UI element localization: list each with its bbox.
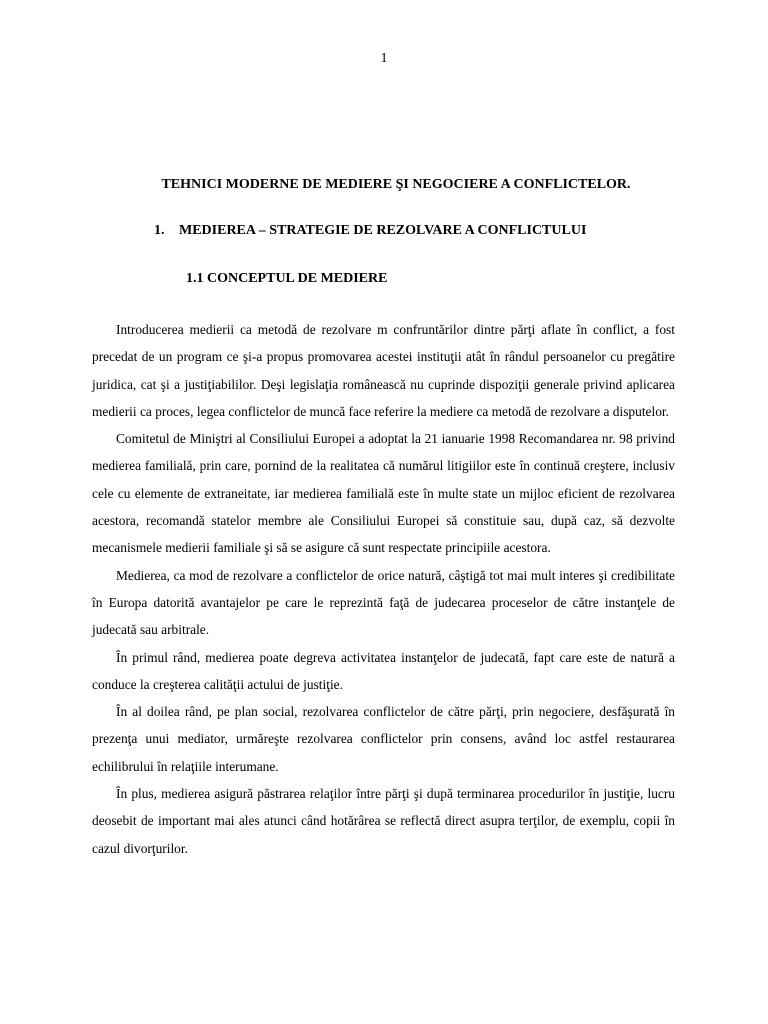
paragraph: Introducerea medierii ca metodă de rezolvare m confruntărilor dintre părţi aflate în conflict, a fost precedat de un program ce şi-a propus promovarea acestei instituţii atât în rândul persoanelor cu pregătire juridica, cat şi a justiţiabililor. Deşi legislaţia românească nu cuprinde dispoziţii generale privind aplicarea medierii ca proces, legea conflictelor de muncă face referire la mediere ca metodă de rezolvare a disputelor. [92, 322, 675, 419]
paragraph: În primul rând, medierea poate degreva activitatea instanţelor de judecată, fapt care este de natură a conduce la creşterea calităţii actului de justiţie. [92, 649, 675, 692]
page-number: 1 [380, 51, 388, 66]
paragraph: Comitetul de Miniştri al Consiliului Europei a adoptat la 21 ianuarie 1998 Recomandarea nr. 98 privind medierea familială, prin care, pornind de la realitatea că numărul litigiilor este în continuă creştere, inclusiv cele cu elemente de extraneitate, iar medierea familială este în multe state un mijloc eficient de rezolvarea acestora, recomandă statelor membre ale Consiliului Europei să constituie sau, după caz, să dezvolte mecanismele medierii familiale şi să se asigure că sunt respectate principiile acestora. [92, 431, 675, 556]
section-heading: 1.1 CONCEPTUL DE MEDIERE [186, 271, 388, 286]
paragraph: În plus, medierea asigură păstrarea relaţilor între părţi şi după terminarea procedurilor în justiţie, lucru deosebit de important mai ales atunci când hotărârea se reflectă direct asupra terţilor, de exemplu, copii în cazul divorţurilor. [92, 786, 675, 856]
chapter-heading [154, 222, 586, 240]
body-text [92, 316, 675, 862]
paragraph: În al doilea rând, pe plan social, rezolvarea conflictelor de către părţi, prin negociere, desfăşurată în prezenţa unui mediator, urmăreşte rezolvarea conflictelor prin consens, având loc astfel restaurarea echilibrului în relaţiile interumane. [92, 704, 675, 774]
document-title: TEHNICI MODERNE DE MEDIERE ŞI NEGOCIERE A CONFLICTELOR. [161, 177, 631, 192]
chapter-number: 1. [154, 223, 165, 238]
paragraph: Medierea, ca mod de rezolvare a conflictelor de orice natură, câştigă tot mai mult interes şi credibilitate în Europa datorită avantajelor pe care le reprezintă faţă de judecarea proceselor de către instanţele de judecată sau arbitrale. [92, 567, 675, 638]
chapter-title: MEDIEREA – STRATEGIE DE REZOLVARE A CONFLICTULUI [179, 223, 587, 238]
